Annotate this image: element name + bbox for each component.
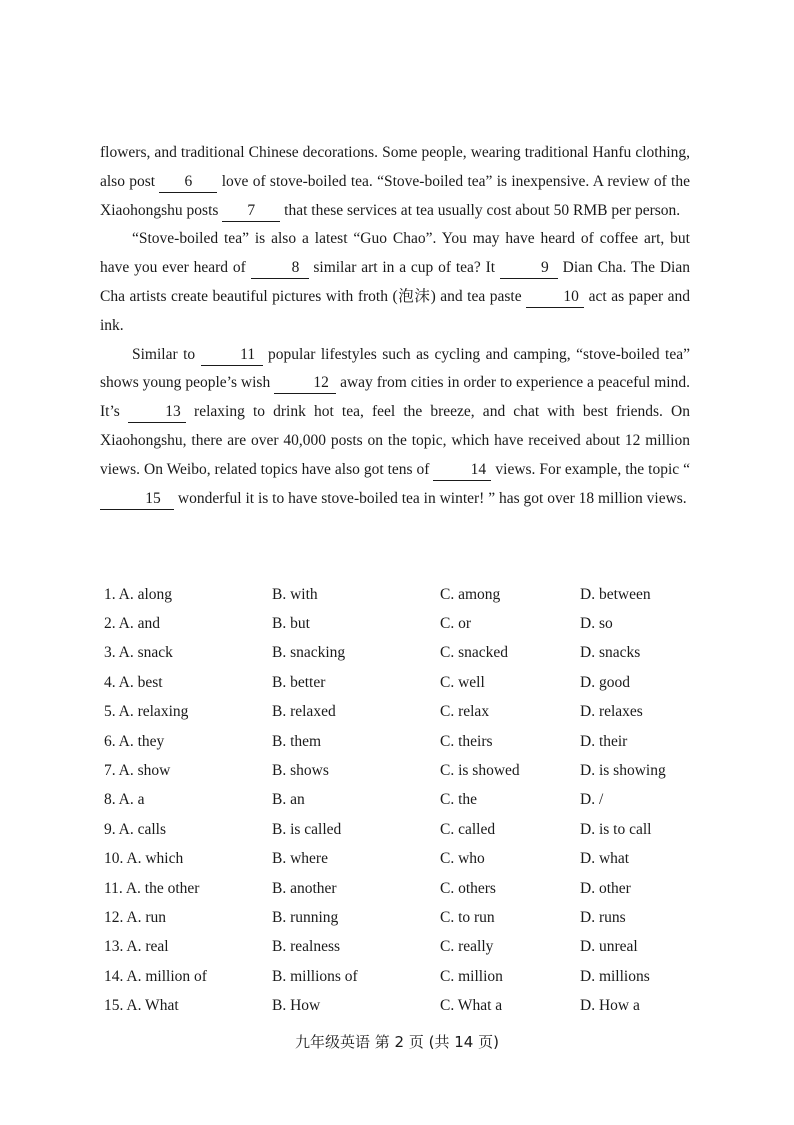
option-b: B. an [272,791,305,809]
option-d: D. unreal [580,938,638,956]
option-b: B. but [272,615,310,633]
option-a: 13. A. real [104,938,169,956]
option-a: 14. A. million of [104,967,207,985]
cloze-passage [100,139,690,513]
paragraph-1 [100,139,690,225]
option-c: C. called [440,820,496,838]
blank-14: 14 [433,460,491,481]
option-b: B. better [272,673,326,691]
answer-options [104,580,704,1021]
option-d: D. what [580,850,630,868]
option-a: 15. A. What [104,997,179,1015]
option-a: 7. A. show [104,762,171,780]
option-row [104,639,704,668]
paragraph-text: popular lifestyles such as cycling and camping, “stove-boiled tea” shows young people’s wish [100,345,691,392]
blank-9: 9 [500,258,558,279]
option-d: D. their [580,732,628,750]
option-a: 6. A. they [104,732,165,750]
option-d: D. good [580,673,630,691]
option-d: D. so [580,615,613,633]
option-b: B. How [272,997,321,1015]
option-d: D. relaxes [580,703,643,721]
paragraph-text: away from cities in order to experience a peaceful mind. It’s [100,374,690,421]
paragraph-text: love of stove-boiled tea. “Stove-boiled tea” is inexpensive. A review of the Xiaohongshu posts [100,172,690,219]
option-row [104,874,704,903]
blank-12: 12 [274,373,336,394]
option-row [104,580,704,609]
option-a: 8. A. a [104,791,145,809]
option-b: B. them [272,732,322,750]
option-row [104,756,704,785]
option-d: D. / [580,791,604,809]
paragraph-text: similar art in a cup of tea? It [308,259,500,277]
option-row [104,933,704,962]
option-b: B. millions of [272,967,358,985]
option-row [104,786,704,815]
option-row [104,903,704,932]
paragraph-text: wonderful it is to have stove-boiled tea in winter! ” has got over 18 million views. [174,489,687,507]
option-b: B. is called [272,820,342,838]
paragraph-text: views. For example, the topic “ [491,460,690,478]
paragraph-text: act as paper and ink. [100,287,691,334]
paragraph-2 [100,225,690,340]
option-b: B. another [272,879,337,897]
option-c: C. snacked [440,644,509,662]
option-row [104,668,704,697]
option-row [104,698,704,727]
option-a: 2. A. and [104,615,160,633]
option-c: C. to run [440,908,495,926]
option-b: B. realness [272,938,341,956]
option-c: C. the [440,791,478,809]
option-d: D. is showing [580,762,666,780]
paragraph-text: Dian Cha. The Dian Cha artists create beautiful pictures with froth (泡沫) and tea paste [100,259,690,305]
option-c: C. What a [440,997,503,1015]
blank-11: 11 [201,345,263,366]
paragraph-text: Similar to [132,345,201,363]
blank-10: 10 [526,287,584,308]
option-row [104,845,704,874]
option-a: 11. A. the other [104,879,200,897]
option-c: C. others [440,879,496,897]
option-d: D. is to call [580,820,652,838]
option-b: B. shows [272,762,329,780]
option-row [104,727,704,756]
paragraph-text: that these services at tea usually cost about 50 RMB per person. [280,201,681,219]
option-b: B. with [272,585,318,603]
option-d: D. snacks [580,644,641,662]
option-a: 1. A. along [104,585,173,603]
option-b: B. snacking [272,644,346,662]
option-d: D. How a [580,997,640,1015]
option-a: 12. A. run [104,908,166,926]
option-c: C. theirs [440,732,493,750]
paragraph-text: flowers, and traditional Chinese decorations. Some people, wearing traditional Hanfu clothing, also post [100,144,690,190]
option-row [104,609,704,638]
option-d: D. between [580,585,651,603]
option-a: 4. A. best [104,673,163,691]
option-c: C. well [440,673,485,691]
paragraph-text: “Stove-boiled tea” is also a latest “Guo Chao”. You may have heard of coffee art, but have you ever heard of [100,230,690,277]
option-c: C. relax [440,703,490,721]
option-a: 10. A. which [104,850,184,868]
option-c: C. is showed [440,762,520,780]
option-b: B. where [272,850,328,868]
option-a: 9. A. calls [104,820,166,838]
option-c: C. or [440,615,471,633]
paragraph-3 [100,341,690,514]
option-row [104,962,704,991]
blank-8: 8 [251,258,309,279]
option-c: C. who [440,850,485,868]
option-a: 5. A. relaxing [104,703,189,721]
option-row [104,815,704,844]
option-b: B. relaxed [272,703,336,721]
blank-15: 15 [100,489,174,510]
blank-13: 13 [128,402,186,423]
option-d: D. runs [580,908,626,926]
option-d: D. other [580,879,631,897]
option-c: C. among [440,585,501,603]
option-d: D. millions [580,967,650,985]
option-a: 3. A. snack [104,644,173,662]
option-b: B. running [272,908,339,926]
blank-6: 6 [159,172,217,193]
blank-7: 7 [222,201,280,222]
paragraph-text: relaxing to drink hot tea, feel the breeze, and chat with best friends. On Xiaohongshu, there are over 40,000 posts on the topic, which have received about 12 million views. On Weibo, related topics have also got tens of [100,403,690,478]
option-row [104,991,704,1020]
page-footer: 九年级英语 第 2 页 (共 14 页) [295,1033,499,1051]
option-c: C. million [440,967,503,985]
option-c: C. really [440,938,494,956]
